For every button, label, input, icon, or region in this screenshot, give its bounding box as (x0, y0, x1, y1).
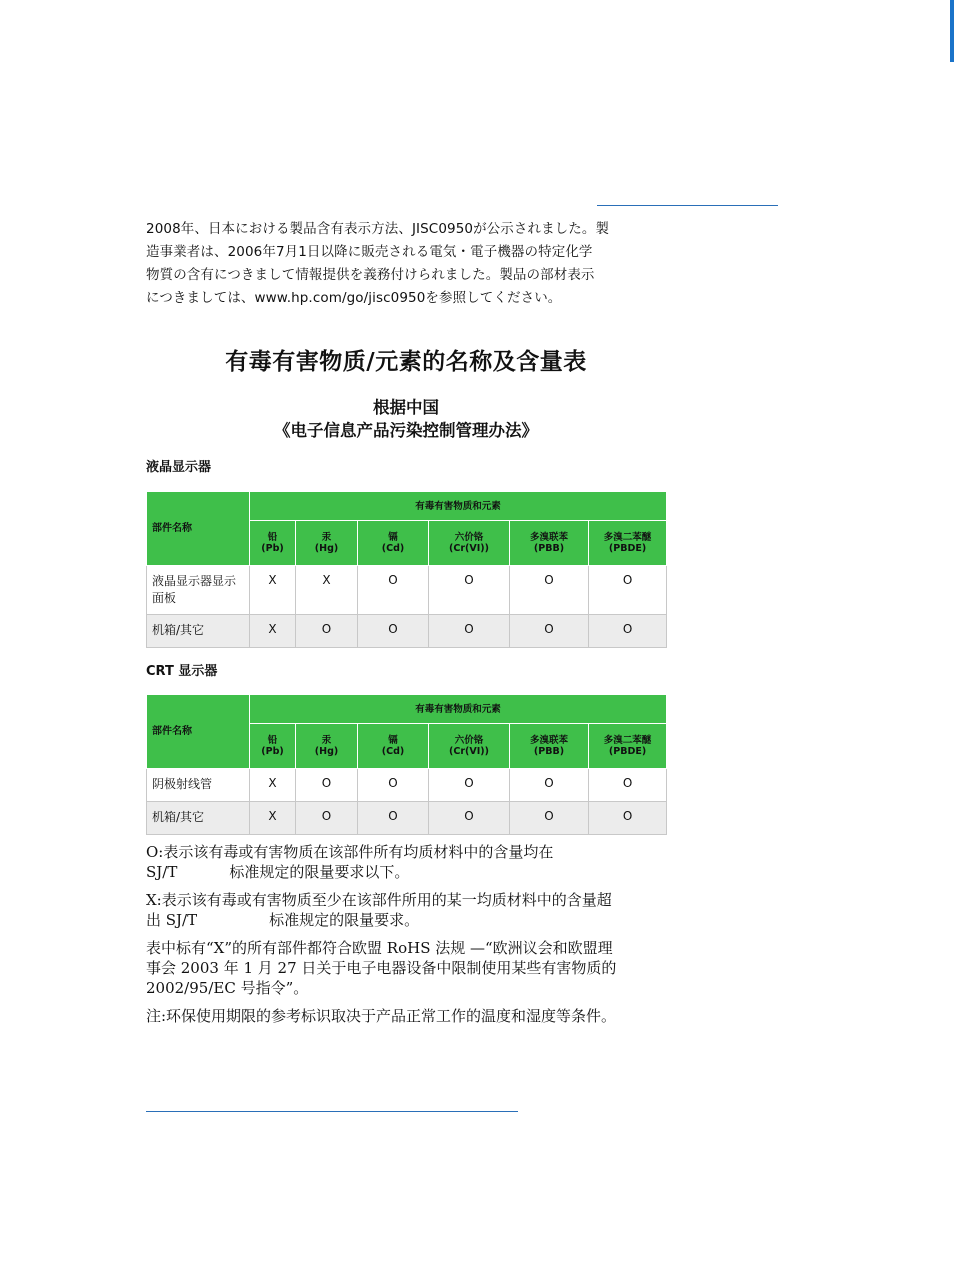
value-cell: X (250, 615, 296, 648)
value-cell: O (510, 615, 589, 648)
mercury-header: 汞 (Hg) (296, 724, 358, 769)
value-cell: O (296, 802, 358, 835)
edge-accent-bar (950, 0, 954, 62)
crt-section-label: CRT 显示器 (146, 664, 218, 679)
pbde-header: 多溴二苯醚 (PBDE) (589, 521, 667, 566)
chromium-header: 六价铬 (Cr(VI)) (429, 724, 510, 769)
part-name-cell: 机箱/其它 (147, 802, 250, 835)
value-cell: O (510, 769, 589, 802)
value-cell: O (358, 802, 429, 835)
value-cell: O (358, 769, 429, 802)
note-rohs: 表中标有“X”的所有部件都符合欧盟 RoHS 法规 —“欧洲议会和欧盟理 事会 2003 年 1 月 27 日关于电子电器设备中限制使用某些有害物质的 2002/95/EC 号指令”。 (146, 939, 617, 997)
table-row (147, 769, 667, 802)
subtitle-line-2: 《电子信息产品污染控制管理办法》 (274, 421, 538, 440)
value-cell: O (589, 566, 667, 615)
value-cell: O (429, 615, 510, 648)
pbb-header: 多溴联苯 (PBB) (510, 521, 589, 566)
jp-line-1: 2008年、日本における製品含有表示方法、JISC0950が公示されました。製 (146, 221, 610, 237)
value-cell: X (296, 566, 358, 615)
subtitle-line-1: 根据中国 (373, 398, 439, 417)
crt-substance-table (146, 694, 667, 835)
value-cell: O (589, 802, 667, 835)
part-name-header: 部件名称 (147, 492, 250, 566)
jp-line-3: 物質の含有につきまして情報提供を義務付けられました。製品の部材表示 (146, 267, 595, 283)
value-cell: X (250, 566, 296, 615)
value-cell: O (296, 615, 358, 648)
lead-header: 铅 (Pb) (250, 521, 296, 566)
chromium-header: 六价铬 (Cr(VI)) (429, 521, 510, 566)
value-cell: O (589, 769, 667, 802)
value-cell: O (429, 769, 510, 802)
bottom-divider-line (146, 1111, 518, 1112)
value-cell: O (429, 566, 510, 615)
part-name-cell: 液晶显示器显示 面板 (147, 566, 250, 615)
value-cell: O (510, 566, 589, 615)
lead-header: 铅 (Pb) (250, 724, 296, 769)
pbde-header: 多溴二苯醚 (PBDE) (589, 724, 667, 769)
note-x-meaning: X:表示该有毒或有害物质至少在该部件所用的某一均质材料中的含量超 出 SJ/T 标准规定的限量要求。 (146, 891, 612, 929)
lcd-substance-table (146, 491, 667, 648)
value-cell: O (358, 566, 429, 615)
top-divider-line (597, 205, 778, 206)
page-title: 有毒有害物质/元素的名称及含量表 (225, 349, 587, 375)
substance-group-header: 有毒有害物质和元素 (250, 492, 667, 521)
note-o-meaning: O:表示该有毒或有害物质在该部件所有均质材料中的含量均在 SJ/T 标准规定的限量要求以下。 (146, 843, 554, 881)
value-cell: O (358, 615, 429, 648)
lcd-section-label: 液晶显示器 (146, 460, 212, 475)
value-cell: X (250, 769, 296, 802)
japan-jisc-paragraph (146, 218, 616, 310)
part-name-cell: 阴极射线管 (147, 769, 250, 802)
table-row (147, 566, 667, 615)
value-cell: O (589, 615, 667, 648)
jp-line-4: につきましては、www.hp.com/go/jisc0950を参照してください。 (146, 290, 562, 306)
value-cell: O (510, 802, 589, 835)
jp-line-2: 造事業者は、2006年7月1日以降に販売される電気・電子機器の特定化学 (146, 244, 593, 260)
part-name-cell: 机箱/其它 (147, 615, 250, 648)
cadmium-header: 镉 (Cd) (358, 724, 429, 769)
value-cell: O (296, 769, 358, 802)
table-row (147, 615, 667, 648)
note-remark: 注:环保使用期限的参考标识取决于产品正常工作的温度和湿度等条件。 (146, 1007, 617, 1025)
mercury-header: 汞 (Hg) (296, 521, 358, 566)
part-name-header: 部件名称 (147, 695, 250, 769)
pbb-header: 多溴联苯 (PBB) (510, 724, 589, 769)
value-cell: O (429, 802, 510, 835)
notes-section (146, 842, 676, 1034)
table-row (147, 802, 667, 835)
page-subtitle (146, 396, 666, 442)
cadmium-header: 镉 (Cd) (358, 521, 429, 566)
value-cell: X (250, 802, 296, 835)
substance-group-header: 有毒有害物质和元素 (250, 695, 667, 724)
